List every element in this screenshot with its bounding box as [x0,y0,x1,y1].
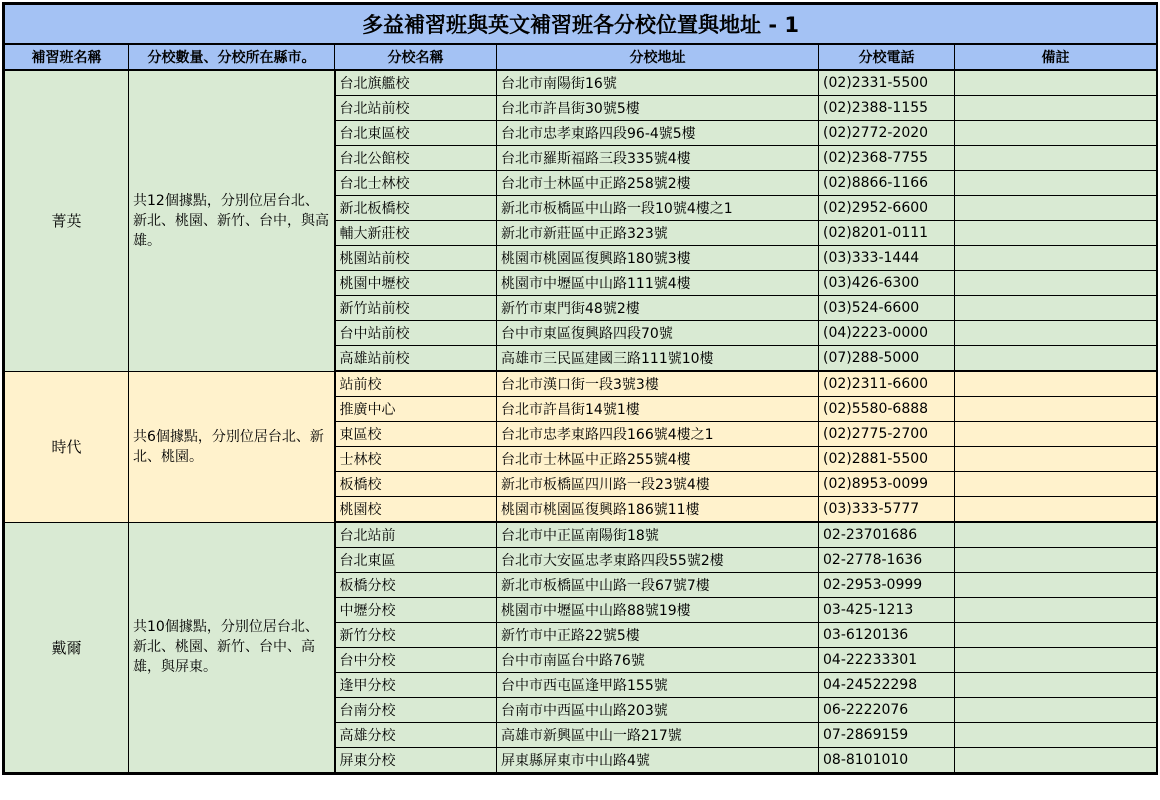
branch-phone-cell[interactable]: 02-23701686 [819,522,955,548]
branch-address-cell[interactable]: 桃園市中壢區中山路88號19樓 [497,598,819,623]
branch-note-cell[interactable] [955,573,1157,598]
branch-name-cell[interactable]: 台北公館校 [335,146,497,171]
branch-phone-cell[interactable]: (02)2772-2020 [819,121,955,146]
branch-phone-cell[interactable]: 07-2869159 [819,723,955,748]
table-title: 多益補習班與英文補習班各分校位置與地址 - 1 [5,5,1157,45]
branch-name-cell[interactable]: 新竹站前校 [335,296,497,321]
header-address: 分校地址 [497,44,819,70]
school-name-cell[interactable]: 菁英 [5,70,129,371]
branch-address-cell[interactable]: 台北市大安區忠孝東路四段55號2樓 [497,548,819,573]
branch-name-cell[interactable]: 台中站前校 [335,321,497,346]
branch-phone-cell[interactable]: (03)333-5777 [819,497,955,523]
branch-table [4,4,1157,773]
branch-phone-cell[interactable]: (02)2311-6600 [819,371,955,397]
spreadsheet [2,2,1158,775]
branch-address-cell[interactable]: 桃園市桃園區復興路186號11樓 [497,497,819,523]
branch-summary-cell[interactable]: 共12個據點，分別位居台北、新北、桃園、新竹、台中，與高雄。 [129,70,335,371]
branch-phone-cell[interactable]: (03)333-1444 [819,246,955,271]
branch-address-cell[interactable]: 新北市板橋區中山路一段67號7樓 [497,573,819,598]
branch-address-cell[interactable]: 新竹市中正路22號5樓 [497,623,819,648]
branch-address-cell[interactable]: 高雄市新興區中山一路217號 [497,723,819,748]
branch-note-cell[interactable] [955,698,1157,723]
branch-address-cell[interactable]: 新竹市東門街48號2樓 [497,296,819,321]
branch-address-cell[interactable]: 桃園市中壢區中山路111號4樓 [497,271,819,296]
header-count: 分校數量、分校所在縣市。 [129,44,335,70]
table-row [5,70,1157,96]
branch-note-cell[interactable] [955,346,1157,372]
branch-name-cell[interactable]: 台中分校 [335,648,497,673]
branch-name-cell[interactable]: 新北板橋校 [335,196,497,221]
branch-address-cell[interactable]: 台南市中西區中山路203號 [497,698,819,723]
branch-note-cell[interactable] [955,522,1157,548]
header-phone: 分校電話 [819,44,955,70]
branch-note-cell[interactable] [955,472,1157,497]
branch-address-cell[interactable]: 屏東縣屏東市中山路4號 [497,748,819,773]
branch-note-cell[interactable] [955,196,1157,221]
branch-name-cell[interactable]: 站前校 [335,371,497,397]
table-row [5,522,1157,548]
branch-note-cell[interactable] [955,96,1157,121]
branch-name-cell[interactable]: 逢甲分校 [335,673,497,698]
branch-note-cell[interactable] [955,723,1157,748]
branch-note-cell[interactable] [955,447,1157,472]
branch-note-cell[interactable] [955,748,1157,773]
branch-note-cell[interactable] [955,70,1157,96]
branch-phone-cell[interactable]: (03)524-6600 [819,296,955,321]
table-row [5,371,1157,397]
branch-phone-cell[interactable]: 04-22233301 [819,648,955,673]
branch-phone-cell[interactable]: (02)2881-5500 [819,447,955,472]
branch-address-cell[interactable]: 新北市板橋區中山路一段10號4樓之1 [497,196,819,221]
branch-address-cell[interactable]: 新北市板橋區四川路一段23號4樓 [497,472,819,497]
branch-address-cell[interactable]: 桃園市桃園區復興路180號3樓 [497,246,819,271]
branch-name-cell[interactable]: 台北東區 [335,548,497,573]
branch-note-cell[interactable] [955,221,1157,246]
branch-phone-cell[interactable]: (02)5580-6888 [819,397,955,422]
branch-phone-cell[interactable]: (02)8953-0099 [819,472,955,497]
branch-phone-cell[interactable]: (04)2223-0000 [819,321,955,346]
branch-note-cell[interactable] [955,673,1157,698]
branch-name-cell[interactable]: 台北站前校 [335,96,497,121]
branch-address-cell[interactable]: 台中市東區復興路四段70號 [497,321,819,346]
branch-address-cell[interactable]: 台北市南陽街16號 [497,70,819,96]
branch-phone-cell[interactable]: (02)2775-2700 [819,422,955,447]
branch-name-cell[interactable]: 台北站前 [335,522,497,548]
branch-address-cell[interactable]: 台北市士林區中正路258號2樓 [497,171,819,196]
branch-note-cell[interactable] [955,397,1157,422]
branch-name-cell[interactable]: 高雄站前校 [335,346,497,372]
branch-note-cell[interactable] [955,497,1157,523]
branch-address-cell[interactable]: 台北市忠孝東路四段166號4樓之1 [497,422,819,447]
branch-address-cell[interactable]: 台中市西屯區逢甲路155號 [497,673,819,698]
branch-address-cell[interactable]: 台北市許昌街30號5樓 [497,96,819,121]
branch-note-cell[interactable] [955,171,1157,196]
branch-phone-cell[interactable]: 03-425-1213 [819,598,955,623]
branch-name-cell[interactable]: 輔大新莊校 [335,221,497,246]
header-school: 補習班名稱 [5,44,129,70]
branch-name-cell[interactable]: 推廣中心 [335,397,497,422]
branch-summary-cell[interactable]: 共6個據點，分別位居台北、新北、桃園。 [129,371,335,522]
branch-address-cell[interactable]: 台北市許昌街14號1樓 [497,397,819,422]
branch-note-cell[interactable] [955,321,1157,346]
branch-phone-cell[interactable]: (02)2388-1155 [819,96,955,121]
header-branch: 分校名稱 [335,44,497,70]
branch-name-cell[interactable]: 板橋校 [335,472,497,497]
branch-phone-cell[interactable]: 02-2778-1636 [819,548,955,573]
branch-note-cell[interactable] [955,422,1157,447]
branch-address-cell[interactable]: 台北市羅斯福路三段335號4樓 [497,146,819,171]
branch-phone-cell[interactable]: (02)2952-6600 [819,196,955,221]
branch-summary-cell[interactable]: 共10個據點，分別位居台北、新北、桃園、新竹、台中、高雄，與屏東。 [129,522,335,773]
branch-name-cell[interactable]: 台南分校 [335,698,497,723]
branch-phone-cell[interactable]: (02)8866-1166 [819,171,955,196]
branch-address-cell[interactable]: 高雄市三民區建國三路111號10樓 [497,346,819,372]
branch-phone-cell[interactable]: (07)288-5000 [819,346,955,372]
branch-note-cell[interactable] [955,371,1157,397]
branch-note-cell[interactable] [955,296,1157,321]
header-note: 備註 [955,44,1157,70]
branch-address-cell[interactable]: 台北市中正區南陽街18號 [497,522,819,548]
branch-phone-cell[interactable]: 08-8101010 [819,748,955,773]
branch-address-cell[interactable]: 台北市忠孝東路四段96-4號5樓 [497,121,819,146]
branch-name-cell[interactable]: 中壢分校 [335,598,497,623]
branch-note-cell[interactable] [955,598,1157,623]
school-name-cell[interactable]: 時代 [5,371,129,522]
branch-name-cell[interactable]: 台北士林校 [335,171,497,196]
branch-name-cell[interactable]: 台北東區校 [335,121,497,146]
branch-phone-cell[interactable]: (03)426-6300 [819,271,955,296]
branch-phone-cell[interactable]: (02)2368-7755 [819,146,955,171]
branch-phone-cell[interactable]: 02-2953-0999 [819,573,955,598]
branch-name-cell[interactable]: 桃園中壢校 [335,271,497,296]
branch-phone-cell[interactable]: 03-6120136 [819,623,955,648]
table-body [5,70,1157,773]
branch-address-cell[interactable]: 台北市士林區中正路255號4樓 [497,447,819,472]
branch-note-cell[interactable] [955,648,1157,673]
branch-name-cell[interactable]: 板橋分校 [335,573,497,598]
branch-address-cell[interactable]: 台北市漢口街一段3號3樓 [497,371,819,397]
branch-note-cell[interactable] [955,623,1157,648]
branch-note-cell[interactable] [955,146,1157,171]
branch-name-cell[interactable]: 新竹分校 [335,623,497,648]
branch-name-cell[interactable]: 東區校 [335,422,497,447]
branch-name-cell[interactable]: 高雄分校 [335,723,497,748]
branch-phone-cell[interactable]: (02)8201-0111 [819,221,955,246]
branch-phone-cell[interactable]: 04-24522298 [819,673,955,698]
branch-address-cell[interactable]: 台中市南區台中路76號 [497,648,819,673]
branch-note-cell[interactable] [955,246,1157,271]
branch-note-cell[interactable] [955,121,1157,146]
branch-address-cell[interactable]: 新北市新莊區中正路323號 [497,221,819,246]
branch-note-cell[interactable] [955,548,1157,573]
branch-phone-cell[interactable]: (02)2331-5500 [819,70,955,96]
branch-name-cell[interactable]: 屏東分校 [335,748,497,773]
branch-name-cell[interactable]: 士林校 [335,447,497,472]
branch-name-cell[interactable]: 桃園校 [335,497,497,523]
branch-name-cell[interactable]: 桃園站前校 [335,246,497,271]
branch-phone-cell[interactable]: 06-2222076 [819,698,955,723]
branch-name-cell[interactable]: 台北旗艦校 [335,70,497,96]
school-name-cell[interactable]: 戴爾 [5,522,129,773]
branch-note-cell[interactable] [955,271,1157,296]
